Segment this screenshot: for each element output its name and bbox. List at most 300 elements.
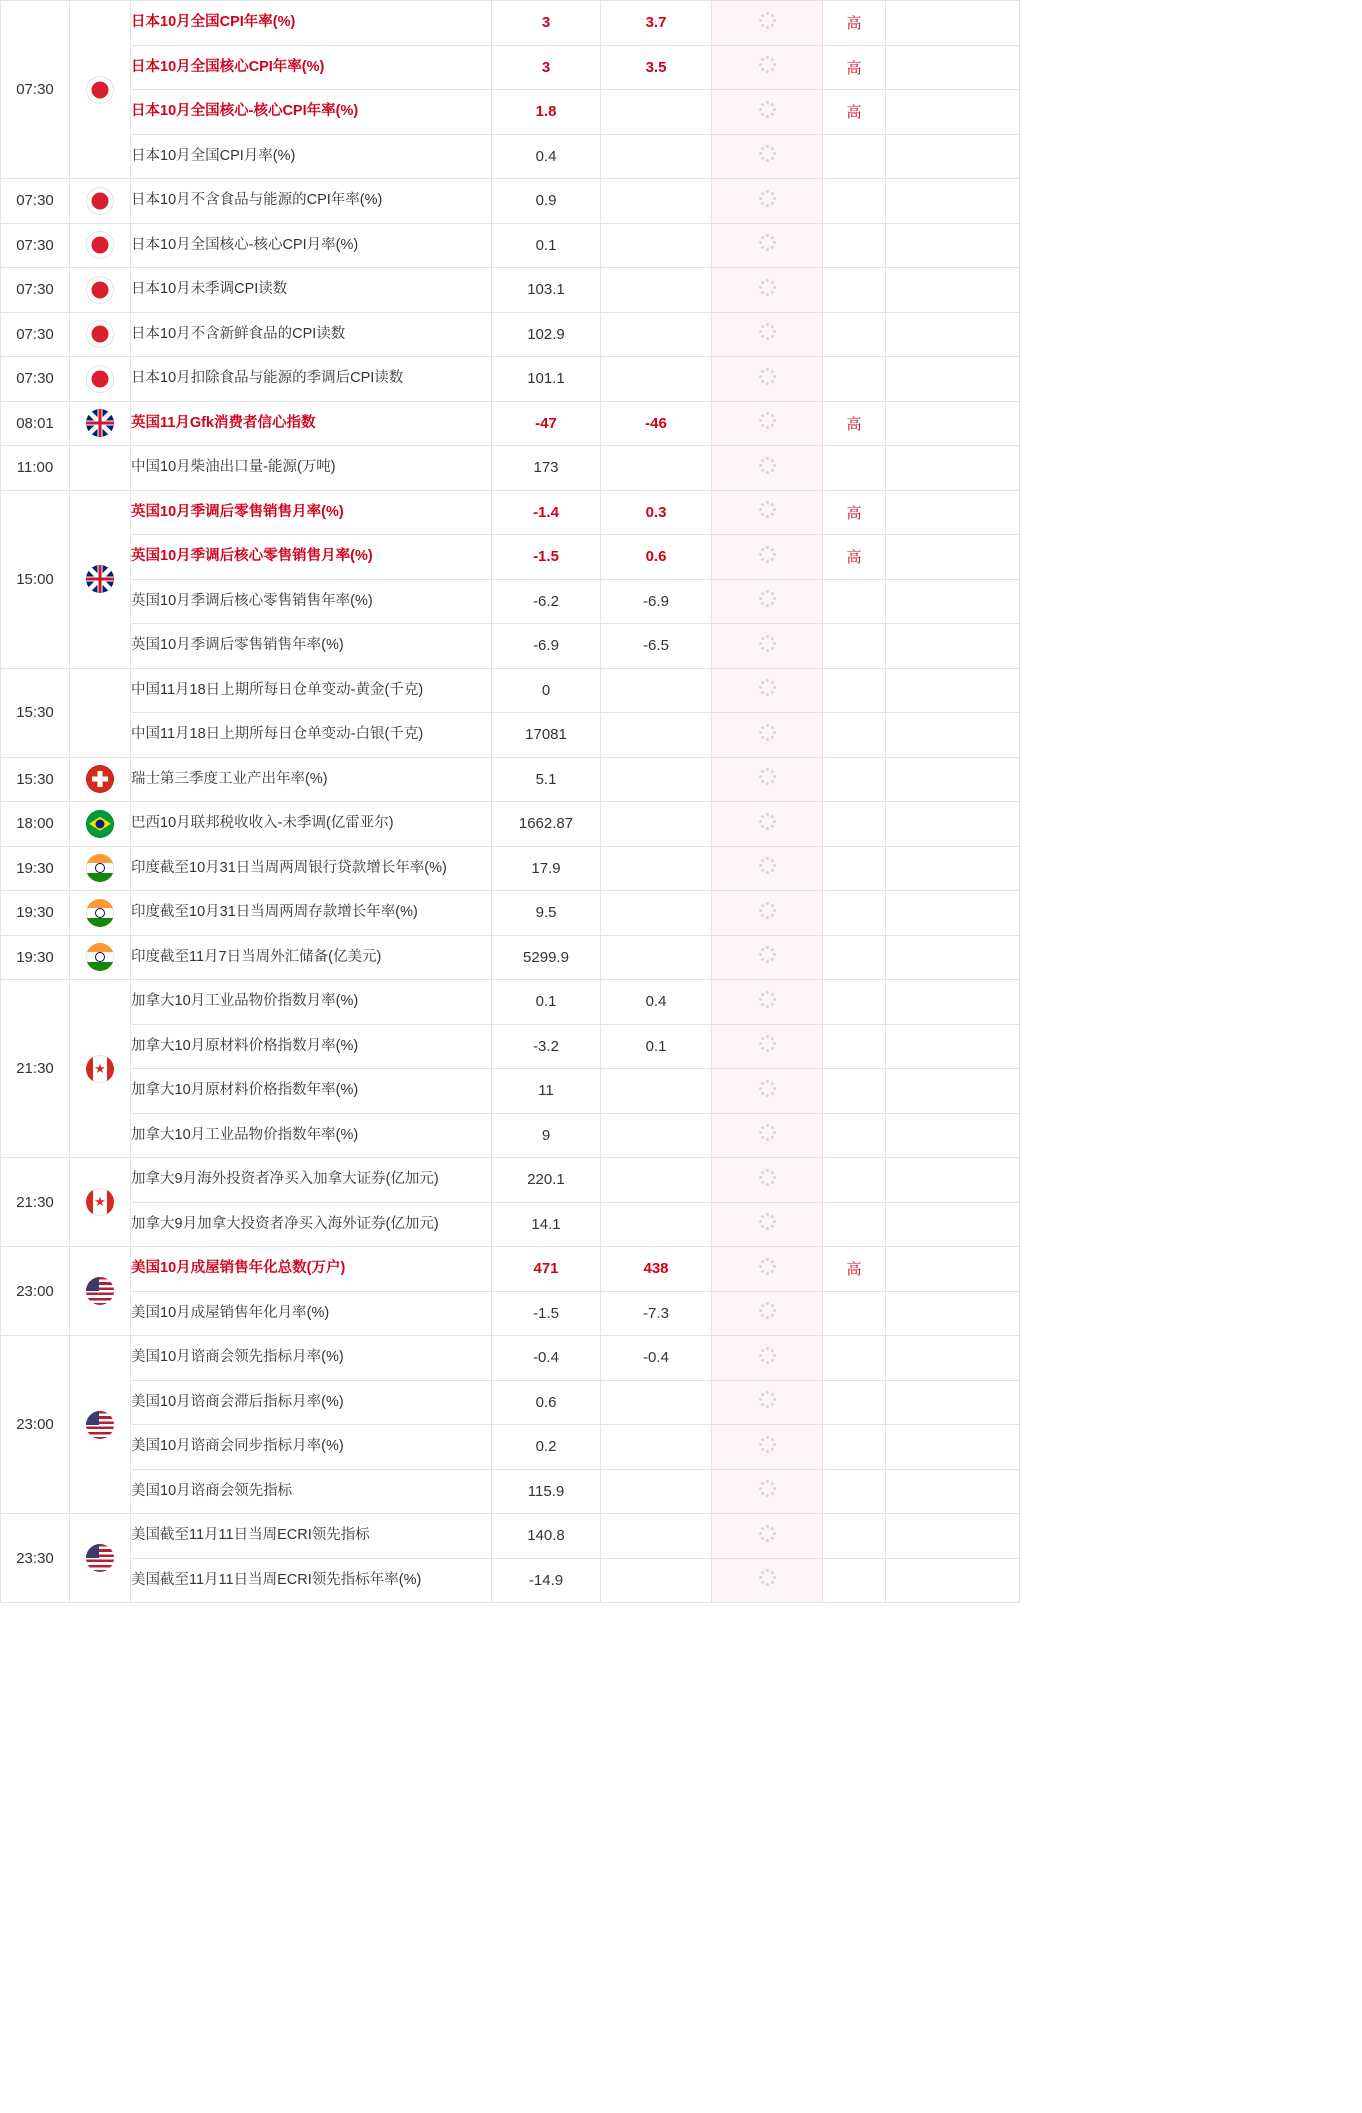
- previous-value: [601, 1380, 712, 1425]
- actual-value: 11: [492, 1069, 601, 1114]
- chart-loading-icon[interactable]: [757, 722, 777, 742]
- actual-value: -6.9: [492, 624, 601, 669]
- table-row[interactable]: [1, 1202, 1020, 1247]
- previous-value: 0.4: [601, 980, 712, 1025]
- event-name[interactable]: 中国11月18日上期所每日仓单变动-白银(千克): [131, 713, 492, 758]
- actual-value: 220.1: [492, 1158, 601, 1203]
- event-name[interactable]: 英国10月季调后核心零售销售年率(%): [131, 579, 492, 624]
- chart-cell[interactable]: [712, 1514, 823, 1559]
- importance-label: [823, 179, 886, 224]
- event-name[interactable]: 印度截至10月31日当周两周存款增长年率(%): [131, 891, 492, 936]
- country-flag-cell: [70, 1514, 131, 1603]
- flag-icon-japan: [86, 231, 114, 259]
- event-time: 21:30: [1, 980, 70, 1158]
- notes-cell: [886, 846, 1020, 891]
- chart-cell[interactable]: [712, 1202, 823, 1247]
- chart-loading-icon[interactable]: [757, 99, 777, 119]
- event-name[interactable]: 印度截至11月7日当周外汇储备(亿美元): [131, 935, 492, 980]
- chart-cell[interactable]: [712, 446, 823, 491]
- notes-cell: [886, 179, 1020, 224]
- table-row[interactable]: [1, 802, 1020, 847]
- chart-loading-icon[interactable]: [757, 366, 777, 386]
- notes-cell: [886, 446, 1020, 491]
- event-name[interactable]: 日本10月不含新鲜食品的CPI读数: [131, 312, 492, 357]
- table-row[interactable]: [1, 713, 1020, 758]
- chart-loading-icon[interactable]: [757, 1123, 777, 1143]
- actual-value: 0.2: [492, 1425, 601, 1470]
- chart-loading-icon[interactable]: [757, 277, 777, 297]
- actual-value: 115.9: [492, 1469, 601, 1514]
- notes-cell: [886, 713, 1020, 758]
- previous-value: [601, 268, 712, 313]
- country-flag-cell: [70, 401, 131, 446]
- event-name[interactable]: 加拿大9月加拿大投资者净买入海外证券(亿加元): [131, 1202, 492, 1247]
- actual-value: 17081: [492, 713, 601, 758]
- event-time: 08:01: [1, 401, 70, 446]
- chart-cell[interactable]: [712, 1380, 823, 1425]
- chart-loading-icon[interactable]: [757, 188, 777, 208]
- event-name[interactable]: 加拿大10月原材料价格指数月率(%): [131, 1024, 492, 1069]
- event-name[interactable]: 日本10月未季调CPI读数: [131, 268, 492, 313]
- chart-cell[interactable]: [712, 1113, 823, 1158]
- previous-value: 3.5: [601, 45, 712, 90]
- event-name[interactable]: 美国10月成屋销售年化总数(万户): [131, 1247, 492, 1292]
- previous-value: 0.1: [601, 1024, 712, 1069]
- previous-value: [601, 891, 712, 936]
- table-row[interactable]: [1, 357, 1020, 402]
- importance-label: [823, 1469, 886, 1514]
- previous-value: [601, 1514, 712, 1559]
- actual-value: 0.1: [492, 223, 601, 268]
- previous-value: [601, 134, 712, 179]
- chart-loading-icon[interactable]: [757, 544, 777, 564]
- country-flag-cell: [70, 223, 131, 268]
- country-flag-cell: [70, 446, 131, 491]
- event-name[interactable]: 日本10月全国CPI月率(%): [131, 134, 492, 179]
- chart-loading-icon[interactable]: [757, 1212, 777, 1232]
- notes-cell: [886, 1069, 1020, 1114]
- notes-cell: [886, 134, 1020, 179]
- table-row[interactable]: [1, 891, 1020, 936]
- chart-loading-icon[interactable]: [757, 1034, 777, 1054]
- event-name[interactable]: 美国10月成屋销售年化月率(%): [131, 1291, 492, 1336]
- chart-cell[interactable]: [712, 1069, 823, 1114]
- actual-value: -47: [492, 401, 601, 446]
- notes-cell: [886, 1514, 1020, 1559]
- actual-value: 3: [492, 45, 601, 90]
- importance-label: 高: [823, 90, 886, 135]
- actual-value: 17.9: [492, 846, 601, 891]
- chart-cell[interactable]: [712, 535, 823, 580]
- previous-value: [601, 846, 712, 891]
- flag-icon-japan: [86, 320, 114, 348]
- chart-loading-icon[interactable]: [757, 10, 777, 30]
- importance-label: 高: [823, 401, 886, 446]
- country-flag-cell: [70, 980, 131, 1158]
- event-name[interactable]: 美国10月谘商会同步指标月率(%): [131, 1425, 492, 1470]
- country-flag-cell: [70, 1247, 131, 1336]
- notes-cell: [886, 1, 1020, 46]
- actual-value: 9: [492, 1113, 601, 1158]
- chart-cell[interactable]: [712, 980, 823, 1025]
- event-name[interactable]: 日本10月全国核心-核心CPI年率(%): [131, 90, 492, 135]
- flag-icon-india: [86, 854, 114, 882]
- event-name[interactable]: 英国11月Gfk消费者信心指数: [131, 401, 492, 446]
- chart-cell[interactable]: [712, 1425, 823, 1470]
- previous-value: -7.3: [601, 1291, 712, 1336]
- previous-value: -0.4: [601, 1336, 712, 1381]
- chart-loading-icon[interactable]: [757, 455, 777, 475]
- chart-cell[interactable]: [712, 45, 823, 90]
- chart-loading-icon[interactable]: [757, 856, 777, 876]
- table-row[interactable]: [1, 1469, 1020, 1514]
- notes-cell: [886, 1558, 1020, 1603]
- actual-value: -6.2: [492, 579, 601, 624]
- previous-value: [601, 1425, 712, 1470]
- chart-loading-icon[interactable]: [757, 1479, 777, 1499]
- chart-cell[interactable]: [712, 134, 823, 179]
- importance-label: [823, 268, 886, 313]
- previous-value: [601, 1558, 712, 1603]
- previous-value: [601, 446, 712, 491]
- event-name[interactable]: 巴西10月联邦税收收入-未季调(亿雷亚尔): [131, 802, 492, 847]
- previous-value: 0.3: [601, 490, 712, 535]
- chart-cell[interactable]: [712, 757, 823, 802]
- previous-value: [601, 223, 712, 268]
- chart-loading-icon[interactable]: [757, 411, 777, 431]
- importance-label: [823, 1336, 886, 1381]
- event-name[interactable]: 美国截至11月11日当周ECRI领先指标: [131, 1514, 492, 1559]
- previous-value: -6.9: [601, 579, 712, 624]
- table-row[interactable]: [1, 1113, 1020, 1158]
- event-name[interactable]: 加拿大10月原材料价格指数年率(%): [131, 1069, 492, 1114]
- notes-cell: [886, 980, 1020, 1025]
- event-name[interactable]: 印度截至10月31日当周两周银行贷款增长年率(%): [131, 846, 492, 891]
- flag-icon-canada: ★: [86, 1055, 114, 1083]
- chart-cell[interactable]: [712, 891, 823, 936]
- actual-value: 173: [492, 446, 601, 491]
- chart-cell[interactable]: [712, 312, 823, 357]
- importance-label: [823, 935, 886, 980]
- importance-label: [823, 802, 886, 847]
- actual-value: 1662.87: [492, 802, 601, 847]
- table-row[interactable]: [1, 1291, 1020, 1336]
- chart-loading-icon[interactable]: [757, 1167, 777, 1187]
- actual-value: 5299.9: [492, 935, 601, 980]
- importance-label: 高: [823, 490, 886, 535]
- importance-label: [823, 1380, 886, 1425]
- notes-cell: [886, 935, 1020, 980]
- table-row[interactable]: [1, 1247, 1020, 1292]
- chart-cell[interactable]: [712, 223, 823, 268]
- notes-cell: [886, 1469, 1020, 1514]
- table-row[interactable]: [1, 312, 1020, 357]
- notes-cell: [886, 802, 1020, 847]
- table-row[interactable]: [1, 1558, 1020, 1603]
- importance-label: [823, 757, 886, 802]
- event-time: 11:00: [1, 446, 70, 491]
- chart-cell[interactable]: [712, 1158, 823, 1203]
- flag-icon-india: [86, 943, 114, 971]
- event-time: 19:30: [1, 891, 70, 936]
- chart-cell[interactable]: [712, 579, 823, 624]
- notes-cell: [886, 1247, 1020, 1292]
- table-row[interactable]: [1, 90, 1020, 135]
- chart-loading-icon[interactable]: [757, 989, 777, 1009]
- table-row[interactable]: [1, 1069, 1020, 1114]
- importance-label: [823, 1514, 886, 1559]
- actual-value: -3.2: [492, 1024, 601, 1069]
- table-row[interactable]: [1, 45, 1020, 90]
- event-name[interactable]: 美国10月谘商会领先指标月率(%): [131, 1336, 492, 1381]
- notes-cell: [886, 624, 1020, 669]
- chart-loading-icon[interactable]: [757, 633, 777, 653]
- table-row[interactable]: [1, 1158, 1020, 1203]
- chart-loading-icon[interactable]: [757, 1434, 777, 1454]
- event-name[interactable]: 美国10月谘商会滞后指标月率(%): [131, 1380, 492, 1425]
- chart-cell[interactable]: [712, 1336, 823, 1381]
- chart-loading-icon[interactable]: [757, 1568, 777, 1588]
- previous-value: 438: [601, 1247, 712, 1292]
- table-row[interactable]: [1, 1336, 1020, 1381]
- chart-loading-icon[interactable]: [757, 1301, 777, 1321]
- actual-value: 101.1: [492, 357, 601, 402]
- table-row[interactable]: [1, 1380, 1020, 1425]
- table-row[interactable]: [1, 1024, 1020, 1069]
- country-flag-cell: [70, 357, 131, 402]
- actual-value: 3: [492, 1, 601, 46]
- chart-loading-icon[interactable]: [757, 233, 777, 253]
- event-name[interactable]: 美国10月谘商会领先指标: [131, 1469, 492, 1514]
- importance-label: [823, 891, 886, 936]
- country-flag-cell: [70, 1336, 131, 1514]
- importance-label: 高: [823, 45, 886, 90]
- previous-value: [601, 757, 712, 802]
- table-row[interactable]: [1, 446, 1020, 491]
- event-time: 15:30: [1, 668, 70, 757]
- flag-icon-canada: ★: [86, 1188, 114, 1216]
- importance-label: [823, 668, 886, 713]
- flag-icon-united-states: [86, 1411, 114, 1439]
- chart-cell[interactable]: [712, 802, 823, 847]
- event-time: 15:00: [1, 490, 70, 668]
- chart-cell[interactable]: [712, 1, 823, 46]
- chart-loading-icon[interactable]: [757, 1345, 777, 1365]
- chart-cell[interactable]: [712, 357, 823, 402]
- table-row[interactable]: [1, 935, 1020, 980]
- notes-cell: [886, 268, 1020, 313]
- importance-label: [823, 624, 886, 669]
- event-name[interactable]: 加拿大9月海外投资者净买入加拿大证券(亿加元): [131, 1158, 492, 1203]
- event-name[interactable]: 瑞士第三季度工业产出年率(%): [131, 757, 492, 802]
- actual-value: 0.9: [492, 179, 601, 224]
- actual-value: 102.9: [492, 312, 601, 357]
- actual-value: 0.4: [492, 134, 601, 179]
- event-name[interactable]: 日本10月全国核心CPI年率(%): [131, 45, 492, 90]
- importance-label: 高: [823, 535, 886, 580]
- table-row[interactable]: [1, 490, 1020, 535]
- event-time: 07:30: [1, 179, 70, 224]
- country-flag-cell: [70, 757, 131, 802]
- importance-label: [823, 980, 886, 1025]
- chart-loading-icon[interactable]: [757, 1523, 777, 1543]
- event-name[interactable]: 日本10月全国核心-核心CPI月率(%): [131, 223, 492, 268]
- actual-value: 471: [492, 1247, 601, 1292]
- flag-icon-switzerland: [86, 765, 114, 793]
- flag-icon-japan: [86, 276, 114, 304]
- chart-loading-icon[interactable]: [757, 1078, 777, 1098]
- chart-cell[interactable]: [712, 1247, 823, 1292]
- chart-loading-icon[interactable]: [757, 678, 777, 698]
- chart-cell[interactable]: [712, 401, 823, 446]
- table-row[interactable]: [1, 1, 1020, 46]
- actual-value: 5.1: [492, 757, 601, 802]
- importance-label: [823, 846, 886, 891]
- chart-loading-icon[interactable]: [757, 1390, 777, 1410]
- table-row[interactable]: [1, 223, 1020, 268]
- event-time: 18:00: [1, 802, 70, 847]
- table-row[interactable]: [1, 268, 1020, 313]
- chart-cell[interactable]: [712, 1024, 823, 1069]
- table-row[interactable]: [1, 668, 1020, 713]
- chart-cell[interactable]: [712, 268, 823, 313]
- notes-cell: [886, 45, 1020, 90]
- notes-cell: [886, 1336, 1020, 1381]
- chart-loading-icon[interactable]: [757, 589, 777, 609]
- table-row[interactable]: [1, 757, 1020, 802]
- country-flag-cell: [70, 802, 131, 847]
- table-row[interactable]: [1, 401, 1020, 446]
- chart-loading-icon[interactable]: [757, 767, 777, 787]
- notes-cell: [886, 891, 1020, 936]
- country-flag-cell: [70, 179, 131, 224]
- notes-cell: [886, 90, 1020, 135]
- previous-value: [601, 1069, 712, 1114]
- event-name[interactable]: 日本10月全国CPI年率(%): [131, 1, 492, 46]
- previous-value: -6.5: [601, 624, 712, 669]
- previous-value: [601, 1469, 712, 1514]
- event-time: 07:30: [1, 223, 70, 268]
- event-name[interactable]: 加拿大10月工业品物价指数年率(%): [131, 1113, 492, 1158]
- flag-icon-india: [86, 899, 114, 927]
- chart-loading-icon[interactable]: [757, 811, 777, 831]
- importance-label: [823, 223, 886, 268]
- event-name[interactable]: 美国截至11月11日当周ECRI领先指标年率(%): [131, 1558, 492, 1603]
- previous-value: 0.6: [601, 535, 712, 580]
- table-row[interactable]: [1, 1425, 1020, 1470]
- chart-cell[interactable]: [712, 713, 823, 758]
- chart-cell[interactable]: [712, 1558, 823, 1603]
- chart-cell[interactable]: [712, 935, 823, 980]
- chart-loading-icon[interactable]: [757, 500, 777, 520]
- country-flag-cell: [70, 490, 131, 668]
- chart-cell[interactable]: [712, 846, 823, 891]
- flag-icon-japan: [86, 187, 114, 215]
- actual-value: -14.9: [492, 1558, 601, 1603]
- notes-cell: [886, 312, 1020, 357]
- event-name[interactable]: 中国11月18日上期所每日仓单变动-黄金(千克): [131, 668, 492, 713]
- chart-cell[interactable]: [712, 490, 823, 535]
- event-name[interactable]: 英国10月季调后零售销售月率(%): [131, 490, 492, 535]
- event-time: 19:30: [1, 935, 70, 980]
- table-row[interactable]: [1, 179, 1020, 224]
- event-time: 23:00: [1, 1247, 70, 1336]
- chart-loading-icon[interactable]: [757, 55, 777, 75]
- event-time: 07:30: [1, 357, 70, 402]
- flag-icon-united-kingdom: [86, 409, 114, 437]
- chart-cell[interactable]: [712, 1469, 823, 1514]
- chart-loading-icon[interactable]: [757, 900, 777, 920]
- chart-loading-icon[interactable]: [757, 1256, 777, 1276]
- importance-label: [823, 1113, 886, 1158]
- previous-value: [601, 935, 712, 980]
- event-name[interactable]: 加拿大10月工业品物价指数月率(%): [131, 980, 492, 1025]
- actual-value: 0: [492, 668, 601, 713]
- event-name[interactable]: 英国10月季调后核心零售销售月率(%): [131, 535, 492, 580]
- event-time: 07:30: [1, 312, 70, 357]
- flag-icon-brazil: [86, 810, 114, 838]
- importance-label: 高: [823, 1, 886, 46]
- notes-cell: [886, 579, 1020, 624]
- notes-cell: [886, 1158, 1020, 1203]
- table-row[interactable]: [1, 846, 1020, 891]
- importance-label: [823, 579, 886, 624]
- notes-cell: [886, 757, 1020, 802]
- table-row[interactable]: [1, 535, 1020, 580]
- country-flag-cell: [70, 891, 131, 936]
- actual-value: 14.1: [492, 1202, 601, 1247]
- table-row[interactable]: [1, 1514, 1020, 1559]
- chart-loading-icon[interactable]: [757, 144, 777, 164]
- importance-label: [823, 357, 886, 402]
- flag-icon-united-states: [86, 1544, 114, 1572]
- actual-value: -1.5: [492, 1291, 601, 1336]
- event-time: 23:00: [1, 1336, 70, 1514]
- chart-loading-icon[interactable]: [757, 322, 777, 342]
- event-time: 21:30: [1, 1158, 70, 1247]
- table-row[interactable]: [1, 134, 1020, 179]
- table-row[interactable]: [1, 980, 1020, 1025]
- chart-cell[interactable]: [712, 624, 823, 669]
- event-name[interactable]: 日本10月扣除食品与能源的季调后CPI读数: [131, 357, 492, 402]
- chart-cell[interactable]: [712, 1291, 823, 1336]
- notes-cell: [886, 1024, 1020, 1069]
- chart-cell[interactable]: [712, 90, 823, 135]
- notes-cell: [886, 357, 1020, 402]
- importance-label: 高: [823, 1247, 886, 1292]
- event-time: 07:30: [1, 268, 70, 313]
- actual-value: 140.8: [492, 1514, 601, 1559]
- event-time: 23:30: [1, 1514, 70, 1603]
- event-name[interactable]: 中国10月柴油出口量-能源(万吨): [131, 446, 492, 491]
- notes-cell: [886, 1113, 1020, 1158]
- actual-value: 0.6: [492, 1380, 601, 1425]
- table-row[interactable]: [1, 579, 1020, 624]
- flag-icon-united-states: [86, 1277, 114, 1305]
- previous-value: [601, 1113, 712, 1158]
- event-name[interactable]: 日本10月不含食品与能源的CPI年率(%): [131, 179, 492, 224]
- chart-cell[interactable]: [712, 668, 823, 713]
- importance-label: [823, 713, 886, 758]
- chart-cell[interactable]: [712, 179, 823, 224]
- country-flag-cell: [70, 668, 131, 757]
- table-row[interactable]: [1, 624, 1020, 669]
- importance-label: [823, 312, 886, 357]
- chart-loading-icon[interactable]: [757, 945, 777, 965]
- notes-cell: [886, 1425, 1020, 1470]
- country-flag-cell: [70, 312, 131, 357]
- event-name[interactable]: 英国10月季调后零售销售年率(%): [131, 624, 492, 669]
